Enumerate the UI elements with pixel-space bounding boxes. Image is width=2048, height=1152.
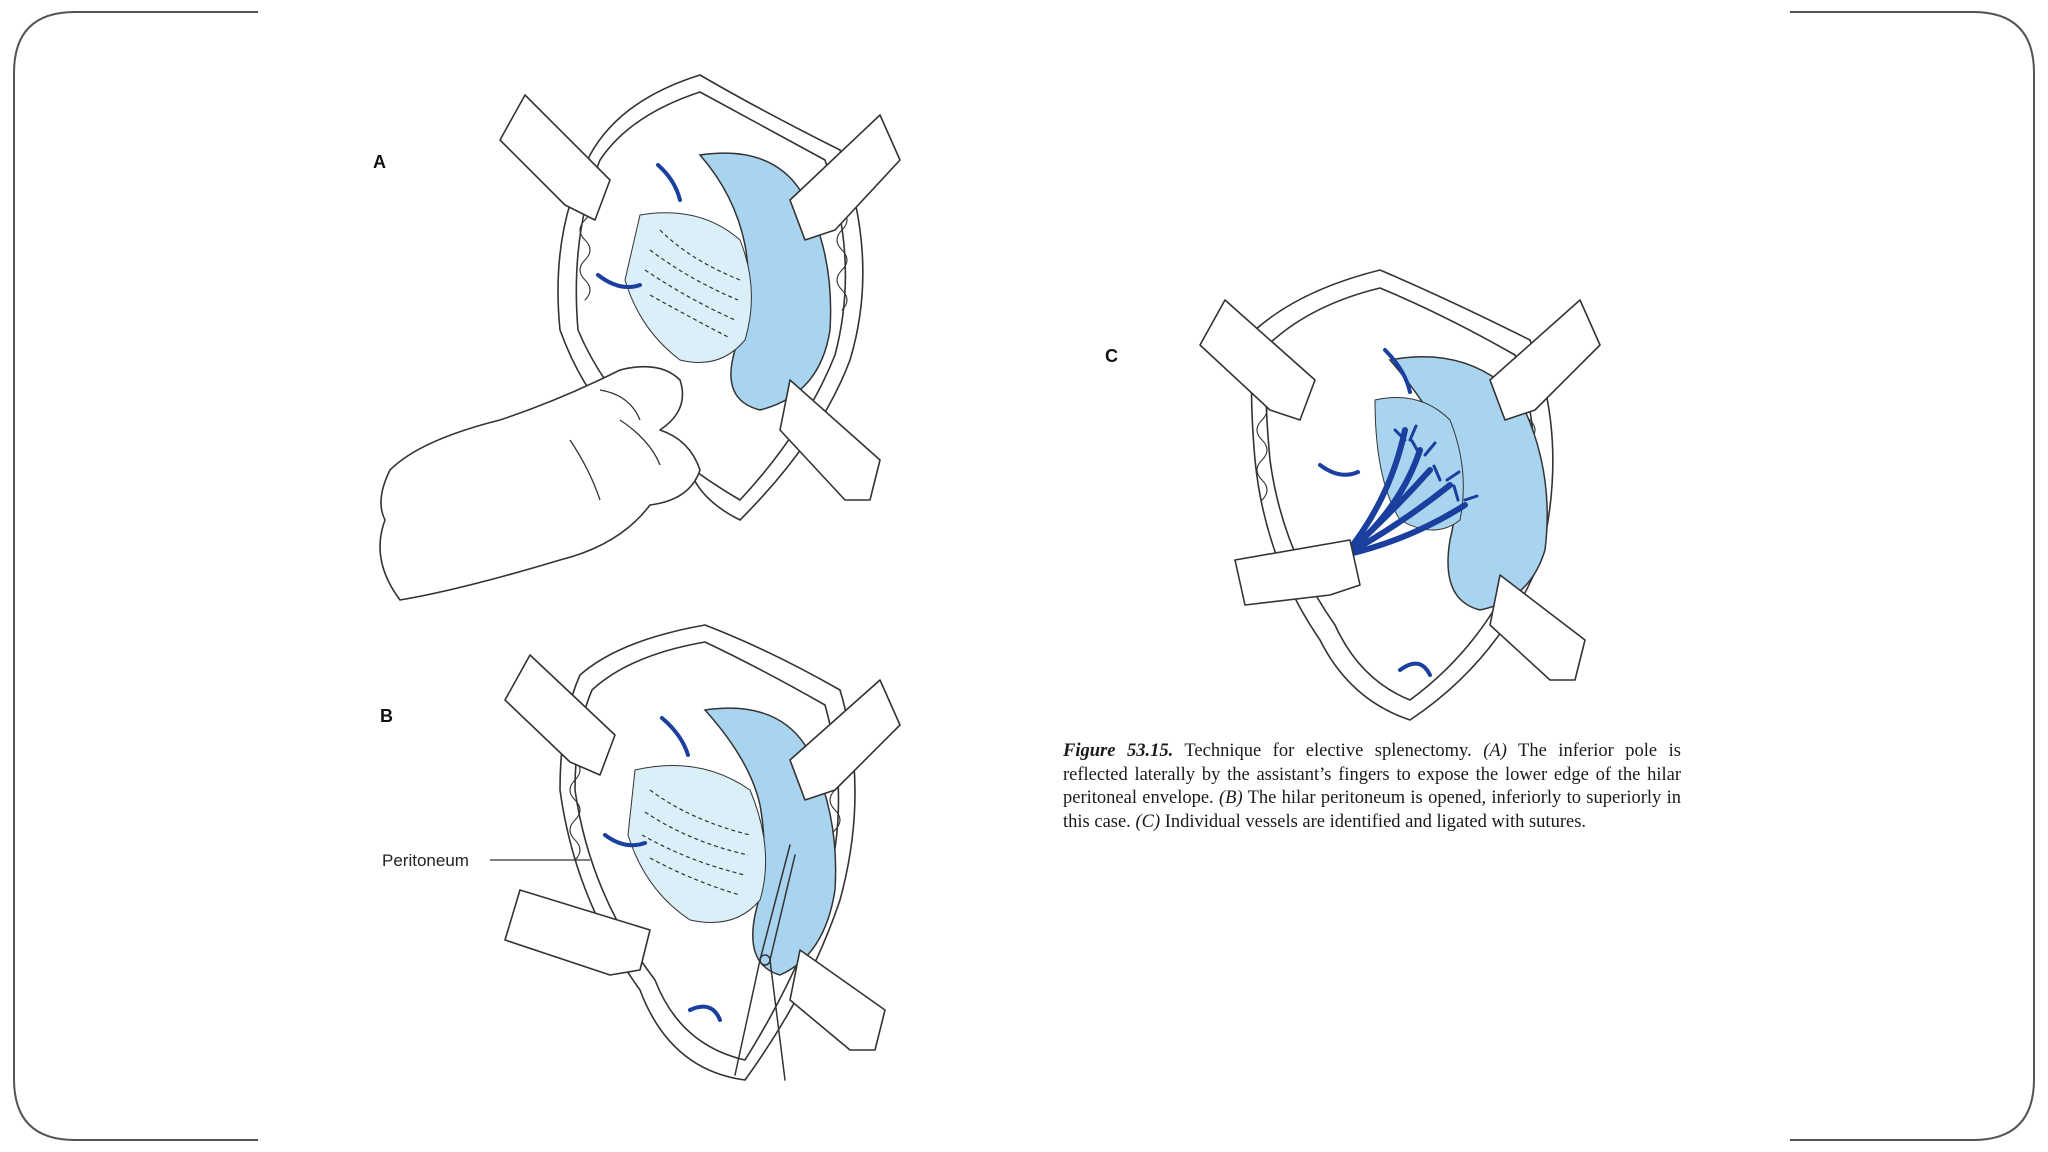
caption-text-2: The inferior pole is reflected laterally by the assistant’s fingers to expose the lower edge of the hilar peritoneal envelope. xyxy=(1063,741,1682,808)
peritoneum-label: Peritoneum xyxy=(382,851,469,870)
caption-text-4: Individual vessels are identified and ligated with sutures. xyxy=(1160,811,1587,832)
figure-title: Figure 53.15. xyxy=(1063,741,1174,761)
caption-ref-a: (A) xyxy=(1483,741,1507,761)
panel-c-letter: C xyxy=(1105,346,1118,366)
figure-caption xyxy=(1063,740,1681,834)
caption-ref-b: (B) xyxy=(1218,788,1243,808)
caption-ref-c: (C) xyxy=(1135,811,1161,832)
panel-a-letter: A xyxy=(373,152,386,172)
panel-b-letter: B xyxy=(380,706,393,726)
caption-text-1: Technique for elective splenectomy. xyxy=(1173,741,1484,761)
caption-text-3: The hilar peritoneum is opened, inferiorly to superiorly in this case. xyxy=(1063,788,1681,832)
